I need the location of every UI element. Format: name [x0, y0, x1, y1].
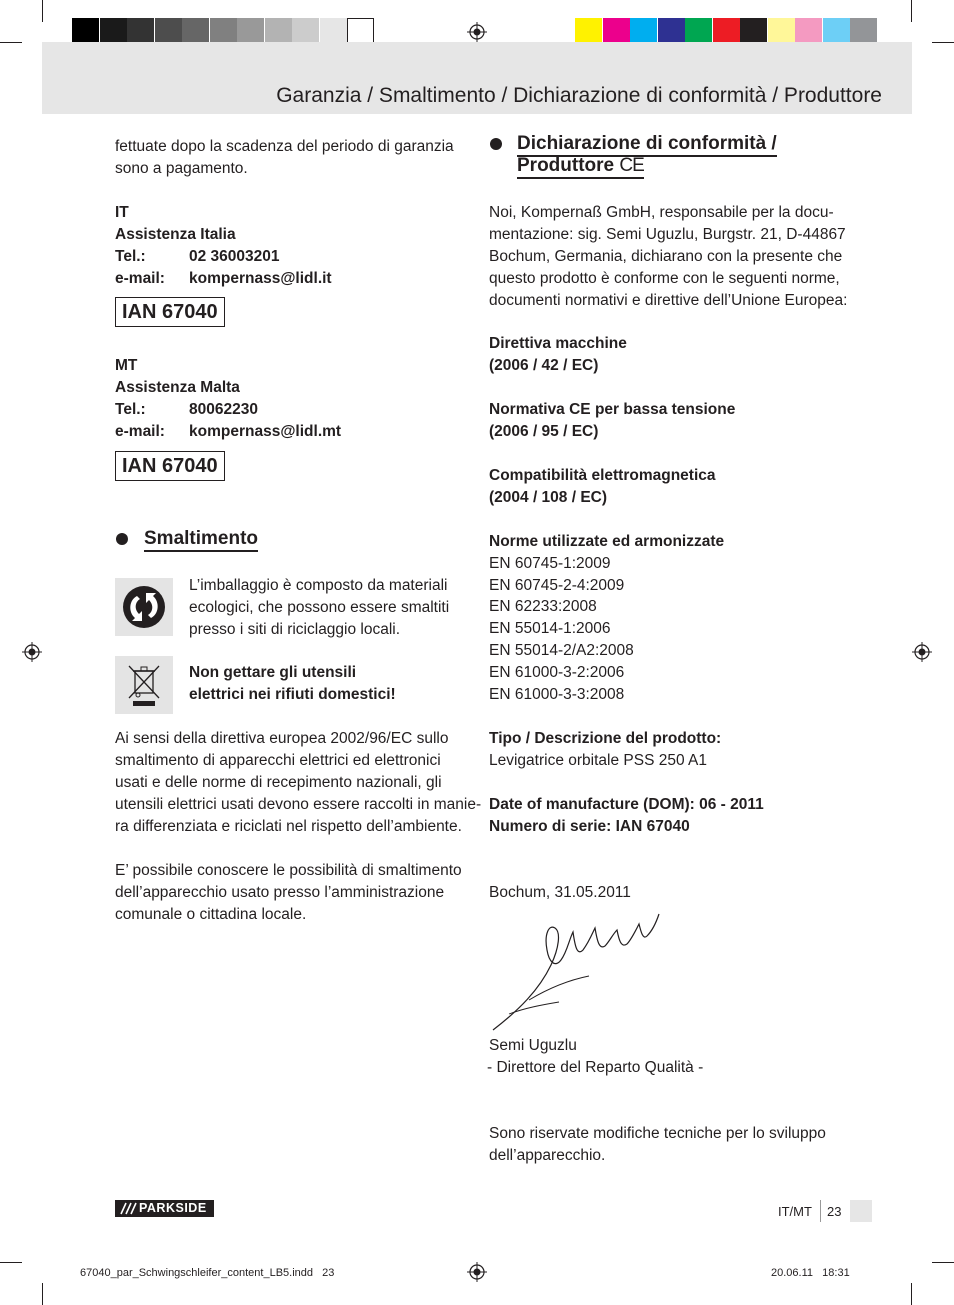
disposal-paragraph-line: E’ possibile conoscere le possibilità di smaltimento [115, 862, 462, 879]
place-date: Bochum, 31.05.2011 [489, 884, 631, 901]
language-code: IT/MT [778, 1204, 812, 1219]
warning-text-line: elettrici nei rifiuti domestici! [189, 686, 396, 703]
technical-changes-note: dell’apparecchio. [489, 1147, 606, 1164]
signer-name: Semi Uguzlu [489, 1037, 577, 1054]
ce-mark: CE [619, 155, 644, 176]
section-bullet [116, 533, 128, 545]
product-type-value: Levigatrice orbitale PSS 250 A1 [489, 752, 707, 769]
logo-stripes-icon [118, 1200, 140, 1217]
page-number: 23 [827, 1204, 842, 1219]
norm-item: EN 55014-1:2006 [489, 620, 611, 637]
disposal-paragraph-line: comunale o cittadina locale. [115, 906, 307, 923]
packaging-text-line: L’imballaggio è composto da materiali [189, 577, 448, 594]
norm-item: EN 62233:2008 [489, 598, 597, 615]
tel-label: Tel.: [115, 248, 146, 265]
norm-item: EN 61000-3-3:2008 [489, 686, 625, 703]
date-of-manufacture: Date of manufacture (DOM): 06 - 2011 [489, 796, 764, 813]
crop-mark [42, 1283, 43, 1305]
print-datetime: 20.06.11 18:31 [771, 1267, 850, 1279]
section-title-producer-underline [517, 155, 644, 179]
directive-code: (2006 / 95 / EC) [489, 423, 599, 440]
disposal-paragraph-line: ra differenziata e riciclati nel rispetto dell’ambiente. [115, 818, 462, 835]
brand-name: PARKSIDE [139, 1201, 207, 1215]
email-it[interactable]: kompernass@lidl.it [189, 270, 332, 287]
declaration-line: Noi, Kompernaß GmbH, responsabile per la docu- [489, 204, 834, 221]
section-title-text: Produttore [517, 155, 615, 176]
page-title: Garanzia / Smaltimento / Dichiarazione di conformità / Produttore [276, 84, 882, 107]
declaration-line: Bochum, Germania, dichiarano con la presente che [489, 248, 843, 265]
intro-line: fettuate dopo la scadenza del periodo di garanzia [115, 138, 454, 155]
directive-name: Compatibilità elettromagnetica [489, 467, 716, 484]
registration-mark-icon [22, 642, 42, 662]
declaration-line: questo prodotto è conforme con le seguenti norme, [489, 270, 840, 287]
signer-role: - Direttore del Reparto Qualità - [487, 1059, 704, 1076]
packaging-text-line: presso i siti di riciclaggio locali. [189, 621, 401, 638]
section-title-disposal [144, 528, 258, 550]
tel-number-mt: 80062230 [189, 401, 258, 418]
file-info: 67040_par_Schwingschleifer_content_LB5.indd 23 [80, 1267, 335, 1279]
crop-mark [0, 1262, 22, 1263]
green-dot-recycling-icon [115, 578, 173, 636]
section-title-producer [517, 155, 644, 177]
technical-changes-note: Sono riservate modifiche tecniche per lo sviluppo [489, 1125, 826, 1142]
warning-text-line: Non gettare gli utensili [189, 664, 357, 681]
crop-mark [911, 0, 912, 22]
norm-item: EN 55014-2/A2:2008 [489, 642, 634, 659]
product-type-label: Tipo / Descrizione del prodotto: [489, 730, 722, 747]
serial-number: Numero di serie: IAN 67040 [489, 818, 690, 835]
signature [489, 910, 669, 1035]
tel-label: Tel.: [115, 401, 146, 418]
crossed-bin-icon [115, 656, 173, 714]
disposal-paragraph-line: Ai sensi della direttiva europea 2002/96/EC sullo [115, 730, 449, 747]
tel-number-it: 02 36003201 [189, 248, 280, 265]
disposal-paragraph-line: smaltimento di apparecchi elettrici ed elettronici [115, 752, 441, 769]
section-title-text: Smaltimento [144, 528, 258, 552]
ian-box-it: IAN 67040 [115, 297, 225, 327]
email-mt[interactable]: kompernass@lidl.mt [189, 423, 342, 440]
page-tab [850, 1200, 872, 1222]
declaration-line: documenti normativi e direttive dell’Unione Europea: [489, 292, 848, 309]
disposal-paragraph-line: utensili elettrici usati devono essere raccolti in manie- [115, 796, 482, 813]
service-name-it: Assistenza Italia [115, 226, 236, 243]
section-bullet [490, 138, 502, 150]
recycling-arrows-icon [115, 578, 173, 636]
packaging-text-line: ecologici, che possono essere smaltiti [189, 599, 450, 616]
crop-mark [0, 42, 22, 43]
declaration-line: mentazione: sig. Semi Uguzlu, Burgstr. 21, D-44867 [489, 226, 846, 243]
country-code-mt: MT [115, 357, 138, 374]
norm-item: EN 61000-3-2:2006 [489, 664, 625, 681]
disposal-paragraph-line: usati e delle norme di recepimento nazionali, gli [115, 774, 442, 791]
intro-line: sono a pagamento. [115, 160, 248, 177]
section-title-conformity [517, 133, 777, 155]
disposal-paragraph-line: dell’apparecchio usato presso l’amministrazione [115, 884, 445, 901]
crop-mark [932, 1262, 954, 1263]
registration-mark-icon [912, 642, 932, 662]
crop-mark [42, 0, 43, 22]
email-label: e-mail: [115, 423, 165, 440]
directive-name: Normativa CE per bassa tensione [489, 401, 736, 418]
parkside-logo [115, 1200, 214, 1217]
crop-mark [932, 42, 954, 43]
directive-name: Direttiva macchine [489, 335, 627, 352]
weee-bin-icon [115, 656, 173, 714]
email-label: e-mail: [115, 270, 165, 287]
page-divider [820, 1200, 821, 1222]
norm-item: EN 60745-1:2009 [489, 555, 611, 572]
norms-title: Norme utilizzate ed armonizzate [489, 533, 725, 550]
ian-box-mt: IAN 67040 [115, 451, 225, 481]
service-name-mt: Assistenza Malta [115, 379, 240, 396]
section-title-text: Dichiarazione di conformità / [517, 133, 777, 157]
crop-mark [911, 1283, 912, 1305]
country-code-it: IT [115, 204, 129, 221]
directive-code: (2006 / 42 / EC) [489, 357, 599, 374]
registration-mark-icon [467, 22, 487, 42]
directive-code: (2004 / 108 / EC) [489, 489, 608, 506]
norm-item: EN 60745-2-4:2009 [489, 577, 625, 594]
registration-mark-icon [467, 1262, 487, 1282]
